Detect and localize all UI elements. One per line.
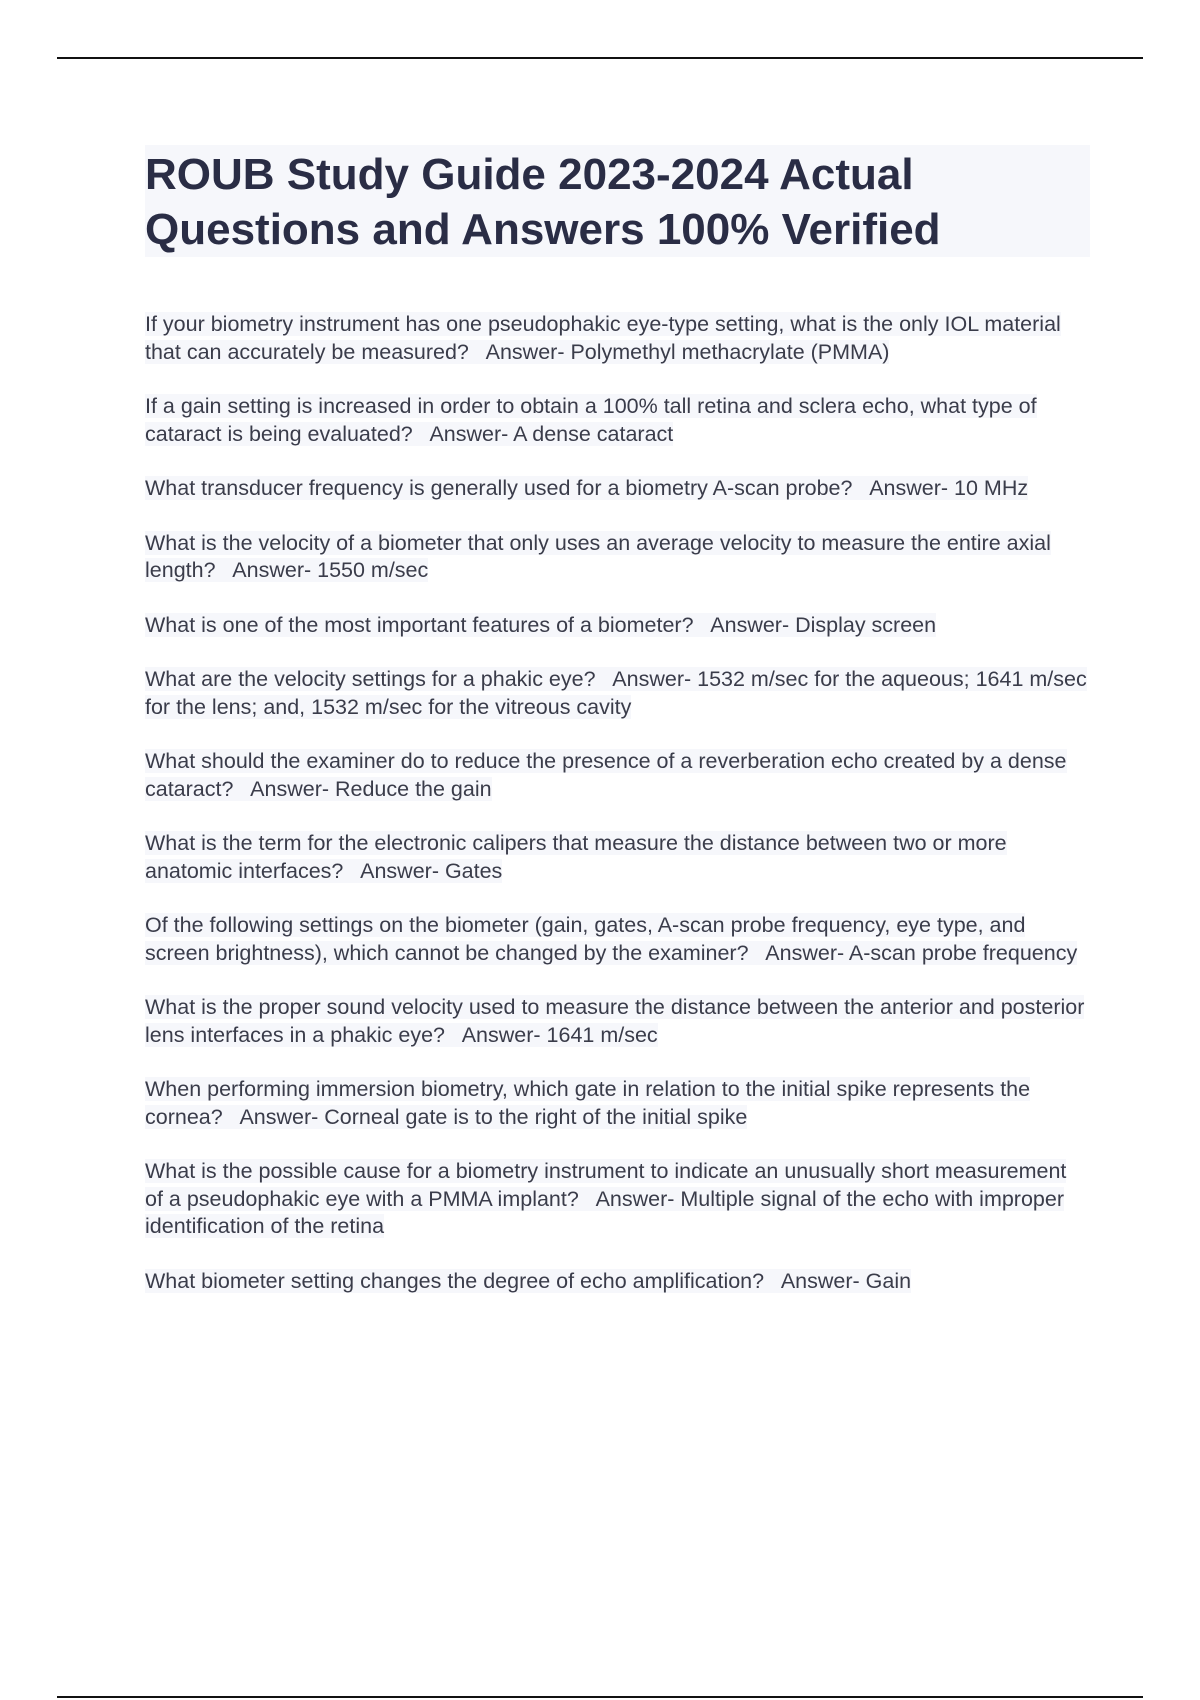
answer-text: Answer- Corneal gate is to the right of the initial spike — [239, 1104, 748, 1129]
qa-text — [145, 667, 1087, 719]
bottom-rule — [57, 1696, 1143, 1698]
qa-item — [145, 748, 1090, 803]
answer-text: Answer- Gates — [360, 858, 503, 883]
qa-item — [145, 475, 1090, 503]
answer-text: Answer- 10 MHz — [869, 476, 1029, 500]
qa-text — [145, 1159, 1066, 1238]
qa-text — [145, 1269, 911, 1293]
question-text: What is the proper sound velocity used to measure the distance between the anterior and posterior lens interfaces in a phakic eye? — [145, 995, 1085, 1047]
answer-text: Answer- 1532 m/sec for the aqueous; 1641 m/sec for the lens; and, 1532 m/sec for the vitreous cavity — [145, 667, 1087, 719]
question-text: If a gain setting is increased in order to obtain a 100% tall retina and sclera echo, what type of cataract is being evaluated? — [145, 394, 1037, 446]
title-block — [145, 145, 1090, 257]
qa-text — [145, 995, 1084, 1047]
document-title: ROUB Study Guide 2023-2024 Actual Questions and Answers 100% Verified — [145, 150, 941, 254]
question-text: If your biometry instrument has one pseudophakic eye-type setting, what is the only IOL material that can accurately be measured? — [145, 312, 1061, 364]
qa-text — [145, 613, 936, 637]
qa-item — [145, 994, 1090, 1049]
qa-item — [145, 912, 1090, 967]
qa-text — [145, 1077, 1030, 1129]
question-text: What is the velocity of a biometer that only uses an average velocity to measure the entire axial length? — [145, 530, 1051, 582]
qa-item — [145, 666, 1090, 721]
qa-item — [145, 530, 1090, 585]
question-text: Of the following settings on the biometer (gain, gates, A-scan probe frequency, eye type, and screen brightness), which cannot be changed by the examiner? — [145, 913, 1026, 965]
answer-text: Answer- 1641 m/sec — [461, 1022, 658, 1047]
qa-item — [145, 311, 1090, 366]
answer-text: Answer- Multiple signal of the echo with improper identification of the retina — [145, 1186, 1064, 1238]
qa-text — [145, 913, 1077, 965]
question-text: What biometer setting changes the degree of echo amplification? — [145, 1268, 765, 1293]
qa-item — [145, 1268, 1090, 1296]
answer-text: Answer- A dense cataract — [429, 421, 674, 446]
answer-text: Answer- Gain — [780, 1268, 912, 1293]
answer-text: Answer- Display screen — [710, 612, 937, 637]
answer-text: Answer- A-scan probe frequency — [765, 940, 1078, 965]
question-text: What is the possible cause for a biometry instrument to indicate an unusually short measurement of a pseudophakic eye with a PMMA implant? — [145, 1159, 1067, 1211]
answer-text: Answer- Polymethyl methacrylate (PMMA) — [485, 339, 890, 364]
qa-text — [145, 312, 1061, 364]
question-text: What transducer frequency is generally used for a biometry A-scan probe? — [145, 476, 853, 500]
qa-item — [145, 1158, 1090, 1241]
qa-item — [145, 830, 1090, 885]
top-rule — [57, 57, 1143, 59]
answer-text: Answer- Reduce the gain — [250, 776, 492, 801]
question-text: When performing immersion biometry, which gate in relation to the initial spike represents the cornea? — [145, 1077, 1031, 1129]
qa-text — [145, 476, 1028, 500]
question-text: What are the velocity settings for a phakic eye? — [145, 667, 596, 691]
question-text: What is the term for the electronic calipers that measure the distance between two or more anatomic interfaces? — [145, 831, 1007, 883]
qa-text — [145, 749, 1067, 801]
answer-text: Answer- 1550 m/sec — [232, 558, 429, 582]
question-text: What should the examiner do to reduce the presence of a reverberation echo created by a dense cataract? — [145, 749, 1067, 801]
question-text: What is one of the most important features of a biometer? — [145, 612, 694, 637]
qa-list — [145, 311, 1090, 1295]
document-body — [145, 145, 1090, 1322]
qa-item — [145, 393, 1090, 448]
qa-text — [145, 531, 1051, 583]
qa-item — [145, 1076, 1090, 1131]
qa-text — [145, 394, 1037, 446]
qa-text — [145, 831, 1007, 883]
qa-item — [145, 612, 1090, 640]
